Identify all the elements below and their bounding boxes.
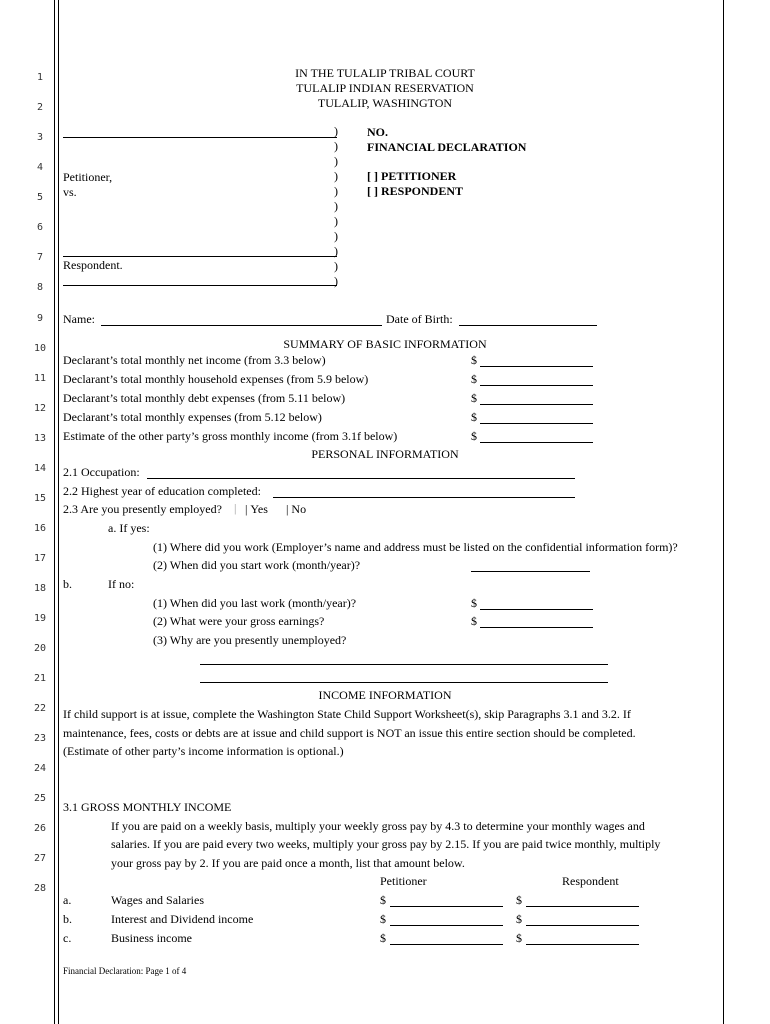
petitioner-currency: $ [380, 931, 386, 945]
unemployed-reason-line-1[interactable] [200, 664, 608, 665]
gross-earnings-field[interactable] [480, 627, 593, 628]
line-number: 13 [33, 433, 47, 444]
court-location: TULALIP, WASHINGTON [317, 96, 453, 110]
summary-row-field[interactable] [480, 423, 593, 424]
line-number: 6 [36, 222, 44, 233]
b2-currency: $ [471, 614, 477, 628]
respondent-currency: $ [516, 893, 522, 907]
petitioner-amount-field[interactable] [390, 906, 503, 907]
income-item-letter: a. [63, 893, 72, 907]
summary-row-label: Declarant’s total monthly expenses (from 5.12 below) [63, 410, 322, 424]
caption-bottom-line [63, 285, 337, 286]
caption-paren: ) [334, 199, 338, 213]
caption-paren: ) [334, 154, 338, 168]
line-number: 3 [36, 132, 44, 143]
reservation-name: TULALIP INDIAN RESERVATION [296, 81, 474, 95]
left-margin-rule-inner [58, 0, 59, 1024]
respondent-name-line[interactable] [63, 256, 337, 257]
page-footer: Financial Declaration: Page 1 of 4 [63, 966, 187, 976]
last-work-field[interactable] [480, 609, 593, 610]
no-label: No [291, 502, 307, 516]
yes-label: Yes [250, 502, 268, 516]
name-label: Name: [63, 312, 95, 326]
vs-label: vs. [63, 185, 77, 199]
question-b2: (2) What were your gross earnings? [153, 614, 325, 628]
line-number: 9 [36, 313, 44, 324]
caption-paren: ) [334, 139, 338, 153]
unemployed-reason-line-2[interactable] [200, 682, 608, 683]
line-number: 16 [33, 523, 47, 534]
income-intro-3: (Estimate of other party’s income information is optional.) [63, 744, 344, 758]
summary-row-label: Declarant’s total monthly net income (from 3.3 below) [63, 353, 326, 367]
petitioner-amount-field[interactable] [390, 944, 503, 945]
yes-checkbox-left[interactable]: | [234, 501, 237, 515]
b-label: b. [63, 577, 72, 591]
summary-row-currency: $ [471, 372, 477, 386]
question-b1: (1) When did you last work (month/year)? [153, 596, 357, 610]
name-field[interactable] [101, 325, 382, 326]
caption-paren: ) [334, 169, 338, 183]
petitioner-amount-field[interactable] [390, 925, 503, 926]
if-yes-label: a. If yes: [108, 521, 150, 535]
caption-paren: ) [334, 184, 338, 198]
caption-paren: ) [334, 274, 338, 288]
line-number: 21 [33, 673, 47, 684]
summary-row-field[interactable] [480, 442, 593, 443]
column-respondent: Respondent [562, 874, 619, 888]
document-title: FINANCIAL DECLARATION [367, 140, 527, 154]
caption-paren: ) [334, 244, 338, 258]
line-number: 14 [33, 463, 47, 474]
b1-currency: $ [471, 596, 477, 610]
caption-paren: ) [334, 259, 338, 273]
question-b3: (3) Why are you presently unemployed? [153, 633, 347, 647]
right-margin-rule [723, 0, 724, 1024]
summary-row-field[interactable] [480, 404, 593, 405]
line-number: 12 [33, 403, 47, 414]
occupation-label: 2.1 Occupation: [63, 465, 140, 479]
line-number: 20 [33, 643, 47, 654]
respondent-currency: $ [516, 912, 522, 926]
line-number: 23 [33, 733, 47, 744]
summary-row-currency: $ [471, 429, 477, 443]
education-label: 2.2 Highest year of education completed: [63, 484, 261, 498]
summary-row-label: Declarant’s total monthly debt expenses (from 5.11 below) [63, 391, 346, 405]
question-a1: (1) Where did you work (Employer’s name and address must be listed on the confidential information form)? [153, 540, 678, 554]
caption-paren: ) [334, 214, 338, 228]
summary-row-label: Estimate of the other party’s gross monthly income (from 3.1f below) [63, 429, 398, 443]
summary-row-currency: $ [471, 410, 477, 424]
summary-row-currency: $ [471, 391, 477, 405]
gross-income-text-3: your gross pay by 2. If you are paid once a month, list that amount below. [111, 856, 465, 870]
respondent-currency: $ [516, 931, 522, 945]
line-number: 25 [33, 793, 47, 804]
caption-paren: ) [334, 229, 338, 243]
if-no-label: If no: [108, 577, 135, 591]
occupation-field[interactable] [147, 478, 575, 479]
line-number: 22 [33, 703, 47, 714]
line-number: 10 [33, 343, 47, 354]
column-petitioner: Petitioner [380, 874, 427, 888]
dob-field[interactable] [459, 325, 597, 326]
line-number: 27 [33, 853, 47, 864]
income-item-letter: b. [63, 912, 72, 926]
respondent-amount-field[interactable] [526, 906, 639, 907]
summary-row-currency: $ [471, 353, 477, 367]
case-number-label: NO. [367, 125, 388, 139]
line-number: 8 [36, 282, 44, 293]
line-number: 1 [36, 72, 44, 83]
petitioner-label: Petitioner, [63, 170, 113, 184]
dob-label: Date of Birth: [386, 312, 453, 326]
line-number: 26 [33, 823, 47, 834]
income-item-label: Wages and Salaries [111, 893, 204, 907]
court-name: IN THE TULALIP TRIBAL COURT [295, 66, 475, 80]
line-number: 17 [33, 553, 47, 564]
line-number: 7 [36, 252, 44, 263]
personal-heading: PERSONAL INFORMATION [311, 447, 459, 461]
no-checkbox[interactable]: | No [286, 502, 307, 516]
employed-label: 2.3 Are you presently employed? [63, 502, 222, 516]
summary-row-field[interactable] [480, 385, 593, 386]
petitioner-checkbox[interactable]: [ ] PETITIONER [367, 169, 457, 183]
income-item-label: Business income [111, 931, 192, 945]
line-number: 28 [33, 883, 47, 894]
summary-heading: SUMMARY OF BASIC INFORMATION [283, 337, 487, 351]
gross-income-text-1: If you are paid on a weekly basis, multiply your weekly gross pay by 4.3 to determine your monthly wages and [111, 819, 645, 833]
caption-paren: ) [334, 124, 338, 138]
gross-income-heading: 3.1 GROSS MONTHLY INCOME [63, 800, 232, 814]
yes-checkbox[interactable]: | Yes [245, 502, 268, 516]
line-number: 5 [36, 192, 44, 203]
line-number: 11 [33, 373, 47, 384]
line-number: 24 [33, 763, 47, 774]
line-number: 18 [33, 583, 47, 594]
respondent-amount-field[interactable] [526, 925, 639, 926]
income-intro-1: If child support is at issue, complete the Washington State Child Support Worksheet(s), skip Paragraphs 3.1 and 3.2. If [63, 707, 631, 721]
petitioner-name-line[interactable] [63, 137, 337, 138]
line-number: 2 [36, 102, 44, 113]
start-work-field[interactable] [471, 571, 590, 572]
petitioner-currency: $ [380, 893, 386, 907]
summary-row-label: Declarant’s total monthly household expenses (from 5.9 below) [63, 372, 369, 386]
respondent-checkbox[interactable]: [ ] RESPONDENT [367, 184, 464, 198]
education-field[interactable] [273, 497, 575, 498]
income-item-letter: c. [63, 931, 72, 945]
line-number: 4 [36, 162, 44, 173]
respondent-amount-field[interactable] [526, 944, 639, 945]
left-margin-rule [54, 0, 55, 1024]
income-intro-2: maintenance, fees, costs or debts are at issue and child support is NOT an issue this entire section should be completed. [63, 726, 636, 740]
income-item-label: Interest and Dividend income [111, 912, 254, 926]
petitioner-currency: $ [380, 912, 386, 926]
line-number: 15 [33, 493, 47, 504]
income-heading: INCOME INFORMATION [318, 688, 452, 702]
gross-income-text-2: salaries. If you are paid every two weeks, multiply your gross pay by 2.15. If you are paid twice monthly, multiply [111, 837, 661, 851]
question-a2: (2) When did you start work (month/year)? [153, 558, 361, 572]
summary-row-field[interactable] [480, 366, 593, 367]
line-number: 19 [33, 613, 47, 624]
respondent-label: Respondent. [63, 258, 123, 272]
